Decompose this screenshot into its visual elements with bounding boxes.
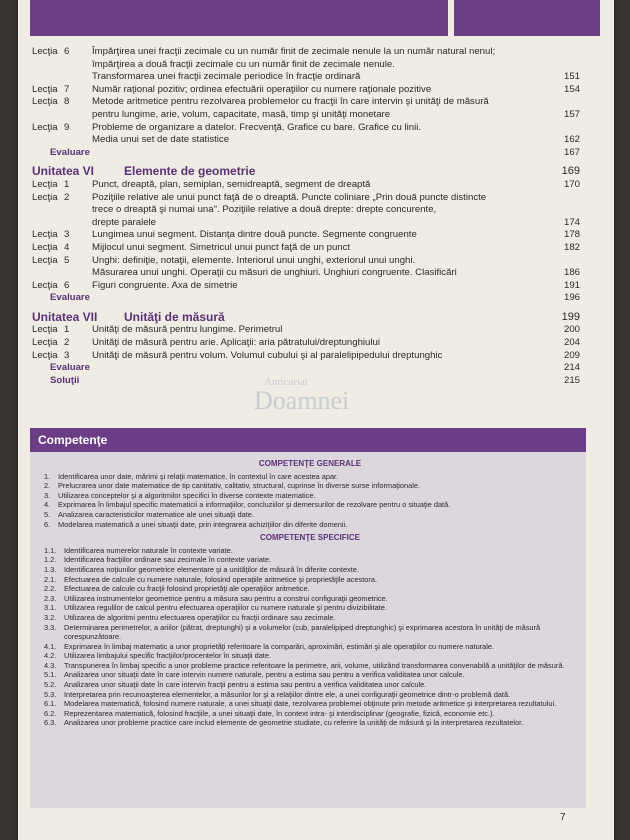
lesson-label: Lecţia <box>32 337 58 349</box>
general-competence-item <box>44 510 576 520</box>
competence-number: 5.1. <box>44 670 57 680</box>
competence-number: 2.2. <box>44 584 57 594</box>
top-band-left <box>30 0 448 36</box>
competence-text: Transpunerea în limbaj specific a unor probleme practice referitoare la perimetre, arii, volume, utilizând transformarea convenabilă a unităţilor de măsură. <box>64 660 565 670</box>
toc-lesson-row <box>32 192 580 205</box>
toc-lesson-continuation <box>32 59 580 72</box>
specific-competence-item <box>44 661 576 671</box>
specific-competence-item <box>44 690 576 700</box>
toc-page-number: 204 <box>563 337 580 349</box>
lesson-title-continued: împărţirea a două fracţii zecimale cu un număr finit de zecimale nenule. <box>92 58 395 70</box>
competence-number: 4. <box>44 500 51 510</box>
competence-number: 2.1. <box>44 574 57 584</box>
toc-page-number: 209 <box>563 349 580 361</box>
lesson-title-continued: Transformarea unei fracţii zecimale periodice în fracţie ordinară <box>92 71 361 83</box>
specific-competence-item <box>44 680 576 690</box>
toc-lesson-row <box>32 350 580 363</box>
competence-text: Efectuarea de calcule cu fracţii folosind proprietăţi ale operaţiilor aritmetice. <box>64 584 310 594</box>
page-number: 7 <box>560 812 566 823</box>
specific-competence-item <box>44 546 576 556</box>
specific-competence-item <box>44 555 576 565</box>
competence-text: Interpretarea prin recunoaşterea elementelor, a măsurilor lor şi a relaţiilor dintre ele, a unei configuraţii geometrice dintr-o problemă dată. <box>64 689 511 699</box>
lesson-label: Lecţia <box>32 191 58 203</box>
toc-unit-heading <box>32 165 580 178</box>
lesson-number: 4 <box>64 241 70 253</box>
toc-page-number: 157 <box>563 108 580 120</box>
lesson-number: 2 <box>64 337 70 349</box>
toc-lesson-row <box>32 324 580 337</box>
lesson-title-continued: Măsurarea unui unghi. Operaţii cu măsuri de unghiuri. Unghiuri congruente. Clasificări <box>92 267 457 279</box>
lesson-label: Lecţia <box>32 178 58 190</box>
competence-text: Utilizarea instrumentelor geometrice pentru a măsura sau pentru a construi configuraţii geometrice. <box>64 593 388 603</box>
lesson-number: 8 <box>64 96 70 108</box>
lesson-label: Lecţia <box>32 96 58 108</box>
general-competence-item <box>44 481 576 491</box>
specific-list <box>44 546 576 728</box>
toc-lesson-continuation <box>32 267 580 280</box>
lesson-label: Lecţia <box>32 241 58 253</box>
lesson-number: 5 <box>64 254 70 266</box>
competence-text: Reprezentarea matematică, folosind fracţiile, a unei situaţii date, în context intra- şi interdisciplinar (geografie, fizică, economie etc.). <box>64 708 495 718</box>
toc-page-number: 174 <box>563 216 580 228</box>
toc-lesson-continuation <box>32 71 580 84</box>
specific-competence-item <box>44 718 576 728</box>
lesson-title-continued: drepte paralele <box>92 216 157 228</box>
lesson-title: Mijlocul unui segment. Simetricul unui punct faţă de un punct <box>92 241 351 253</box>
specific-competence-item <box>44 699 576 709</box>
competence-number: 4.3. <box>44 660 57 670</box>
lesson-title: Punct, dreaptă, plan, semiplan, semidreaptă, segment de dreaptă <box>92 178 371 190</box>
toc-page-number: 200 <box>563 324 580 336</box>
competence-number: 3.2. <box>44 612 57 622</box>
lesson-title: Unghi: definiţie, notaţii, elemente. Interiorul unui unghi, exteriorul unui unghi. <box>92 254 416 266</box>
specific-competence-item <box>44 709 576 719</box>
table-of-contents <box>32 46 580 387</box>
lesson-number: 2 <box>64 191 70 203</box>
toc-lesson-continuation <box>32 204 580 217</box>
lesson-title: Lungimea unui segment. Distanţa dintre două puncte. Segmente congruente <box>92 229 417 241</box>
lesson-label: Lecţia <box>32 121 58 133</box>
competence-text: Modelarea matematică a unei situaţii date, prin integrarea achiziţiilor din diferite domenii. <box>58 519 348 529</box>
competence-text: Exprimarea în limbaj matematic a unor proprietăţi referitoare la comparări, aproximări, estimări şi ale operaţiilor cu numere naturale. <box>64 641 495 651</box>
competence-text: Analizarea unor situaţii date în care intervin fracţii pentru a estima sau pentru a verifica validitatea unor calcule. <box>64 680 427 690</box>
toc-page-number: 182 <box>563 241 580 253</box>
lesson-title: Unităţi de măsură pentru lungime. Perimetrul <box>92 324 283 336</box>
competence-text: Identificarea noţiunilor geometrice elementare şi a unităţilor de măsură în diferite contexte. <box>64 564 359 574</box>
specific-competence-item <box>44 642 576 652</box>
toc-page-number: 151 <box>563 71 580 83</box>
toc-page-number: 154 <box>563 83 580 95</box>
lesson-number: 3 <box>64 229 70 241</box>
toc-lesson-continuation <box>32 217 580 230</box>
toc-lesson-continuation <box>32 109 580 122</box>
toc-page-number: 170 <box>563 178 580 190</box>
competence-text: Utilizarea limbajului specific fracţiilor/procentelor în situaţii date. <box>64 651 272 661</box>
lesson-title: Împărţirea unei fracţii zecimale cu un număr finit de zecimale nenule la un număr natural nenul; <box>92 46 496 57</box>
competente-box <box>30 452 586 808</box>
competente-header: Competenţe <box>30 428 586 452</box>
toc-evaluation <box>32 292 580 305</box>
competence-text: Identificarea unor date, mărimi şi relaţii matematice, în contextul în care acestea apar. <box>58 471 339 481</box>
competence-number: 6.3. <box>44 718 57 728</box>
general-competence-item <box>44 472 576 482</box>
lesson-title: Unităţi de măsură pentru arie. Aplicaţii: aria pătratului/dreptunghiului <box>92 337 380 349</box>
specific-competence-item <box>44 603 576 613</box>
toc-lesson-row <box>32 84 580 97</box>
lesson-title-continued: Media unui set de date statistice <box>92 134 230 146</box>
lesson-title: Unităţi de măsură pentru volum. Volumul cubului şi al paralelipipedului dreptunghic <box>92 349 443 361</box>
toc-page-number: 169 <box>561 165 580 178</box>
competence-text: Efectuarea de calcule cu numere naturale, folosind operaţiile aritmetice şi proprietăţile acestora. <box>64 574 378 584</box>
competence-number: 1.3. <box>44 564 57 574</box>
lesson-title-continued: trece o dreaptă şi numai una". Poziţiile relative a două drepte: drepte concurente, <box>92 204 437 216</box>
specific-competence-item <box>44 584 576 594</box>
watermark-top: Anticariat <box>264 376 308 388</box>
specific-title: COMPETENŢE SPECIFICE <box>259 533 360 543</box>
specific-competence-item <box>44 594 576 604</box>
toc-page-number: 186 <box>563 267 580 279</box>
general-competence-item <box>44 520 576 530</box>
competence-number: 2.3. <box>44 593 57 603</box>
toc-evaluation <box>32 147 580 160</box>
lesson-title: Figuri congruente. Axa de simetrie <box>92 279 238 291</box>
toc-lesson-continuation <box>32 134 580 147</box>
competence-number: 2. <box>44 481 51 491</box>
lesson-label: Lecţia <box>32 324 58 336</box>
competence-number: 6. <box>44 519 51 529</box>
general-competence-item <box>44 491 576 501</box>
top-band-right <box>454 0 600 36</box>
competence-text: Modelarea matematică, folosind numere naturale, a unei situaţii date, rezolvarea problemei obţinute prin metode aritmetice şi interpretarea rezultatului. <box>64 699 557 709</box>
specific-competence-item <box>44 575 576 585</box>
specific-competence-item <box>44 651 576 661</box>
toc-page-number: 215 <box>563 374 580 386</box>
unit-label: Unitatea VII <box>32 309 98 324</box>
lesson-number: 1 <box>64 178 70 190</box>
lesson-label: Lecţia <box>32 279 58 291</box>
competence-number: 5.2. <box>44 680 57 690</box>
competence-number: 3.1. <box>44 603 57 613</box>
toc-page-number: 178 <box>563 229 580 241</box>
competence-number: 3. <box>44 490 51 500</box>
evaluation-label: Evaluare <box>50 292 91 304</box>
toc-page-number: 199 <box>561 310 580 323</box>
toc-lesson-row <box>32 337 580 350</box>
toc-evaluation <box>32 362 580 375</box>
lesson-label: Lecţia <box>32 349 58 361</box>
watermark-main: Doamnei <box>254 386 350 415</box>
evaluation-label: Soluţii <box>50 374 80 386</box>
lesson-title: Probleme de organizare a datelor. Frecvenţă. Grafice cu bare. Grafice cu linii. <box>92 121 422 133</box>
competence-text: Exprimarea în limbajul specific matematicii a informaţiilor, concluziilor şi demersurilor de rezolvare pentru o situaţie dată. <box>58 500 451 510</box>
toc-lesson-row <box>32 122 580 135</box>
competence-number: 4.2. <box>44 651 57 661</box>
competence-number: 3.3. <box>44 622 57 632</box>
toc-lesson-row <box>32 46 580 59</box>
unit-label: Unitatea VI <box>32 164 95 179</box>
lesson-label: Lecţia <box>32 83 58 95</box>
lesson-label: Lecţia <box>32 254 58 266</box>
toc-lesson-row <box>32 229 580 242</box>
general-title: COMPETENŢE GENERALE <box>258 459 362 468</box>
lesson-number: 3 <box>64 349 70 361</box>
top-band <box>30 0 600 36</box>
competence-text: Analizarea caracteristicilor matematice ale unei situaţii date. <box>58 509 254 519</box>
specific-competence-item <box>44 565 576 575</box>
competence-text: Utilizarea conceptelor şi a algoritmilor specifici în diverse contexte matematice. <box>58 490 316 500</box>
specific-competence-item <box>44 613 576 623</box>
toc-page-number: 191 <box>563 279 580 291</box>
lesson-number: 1 <box>64 324 70 336</box>
toc-page-number: 214 <box>563 362 580 374</box>
evaluation-label: Evaluare <box>50 146 91 158</box>
lesson-label: Lecţia <box>32 46 58 57</box>
competence-number: 6.1. <box>44 699 57 709</box>
lesson-title: Număr raţional pozitiv; ordinea efectuării operaţiilor cu numere raţionale pozitive <box>92 83 432 95</box>
competence-number: 1. <box>44 471 51 481</box>
toc-lesson-row <box>32 280 580 293</box>
evaluation-label: Evaluare <box>50 362 91 374</box>
competence-number: 4.1. <box>44 641 57 651</box>
competence-text: Analizarea unor probleme practice care includ elemente de geometrie studiate, cu referire la unităţi de măsură şi la interpretarea rezultatelor. <box>64 718 524 728</box>
competence-text: Analizarea unor situaţii date în care intervin numere naturale, pentru a estima sau pentru a verifica validitatea unor calcule. <box>64 670 465 680</box>
competence-number: 1.2. <box>44 555 57 565</box>
competence-text: Identificarea numerelor naturale în contexte variate. <box>64 545 233 555</box>
unit-title: Unităţi de măsură <box>124 309 225 324</box>
competence-number: 1.1. <box>44 545 57 555</box>
lesson-number: 7 <box>64 83 70 95</box>
toc-lesson-row <box>32 96 580 109</box>
toc-lesson-row <box>32 179 580 192</box>
toc-page-number: 196 <box>563 292 580 304</box>
lesson-number: 9 <box>64 121 70 133</box>
toc-lesson-row <box>32 255 580 268</box>
toc-unit-heading <box>32 311 580 324</box>
toc-page-number: 167 <box>563 146 580 158</box>
lesson-label: Lecţia <box>32 229 58 241</box>
toc-page-number: 162 <box>563 134 580 146</box>
competence-text: Determinarea perimetrelor, a ariilor (pătrat, dreptunghi) şi a volumelor (cub, paralelipiped dreptunghic) şi exprimarea acestora în unităţi de măsură corespunzătoare. <box>64 622 541 642</box>
general-competence-item <box>44 500 576 510</box>
competence-text: Utilizarea de algoritmi pentru efectuarea operaţiilor cu fracţii ordinare sau zecimale. <box>64 612 336 622</box>
competence-text: Identificarea fracţiilor ordinare sau zecimale în contexte variate. <box>64 555 272 565</box>
lesson-number: 6 <box>64 46 70 57</box>
specific-competence-item <box>44 623 576 642</box>
lesson-title-continued: pentru lungime, arie, volum, capacitate, masă, timp şi unităţi monetare <box>92 108 391 120</box>
lesson-title: Poziţiile relative ale unui punct faţă de o dreaptă. Puncte coliniare „Prin două puncte distincte <box>92 191 487 203</box>
watermark-logo <box>234 376 384 430</box>
toc-lesson-row <box>32 242 580 255</box>
lesson-title: Metode aritmetice pentru rezolvarea problemelor cu fracţii în care intervin şi unităţi de măsură <box>92 96 489 108</box>
lesson-number: 6 <box>64 279 70 291</box>
competence-number: 5.3. <box>44 689 57 699</box>
competence-text: Prelucrarea unor date matematice de tip cantitativ, calitativ, structural, cuprinse în diverse surse informaţionale. <box>58 481 421 491</box>
competence-text: Utilizarea regulilor de calcul pentru efectuarea operaţiilor cu numere naturale şi pentru divizibilitate. <box>64 603 387 613</box>
specific-competence-item <box>44 670 576 680</box>
competence-number: 5. <box>44 509 51 519</box>
unit-title: Elemente de geometrie <box>124 164 256 179</box>
competence-number: 6.2. <box>44 708 57 718</box>
general-list <box>44 472 576 530</box>
